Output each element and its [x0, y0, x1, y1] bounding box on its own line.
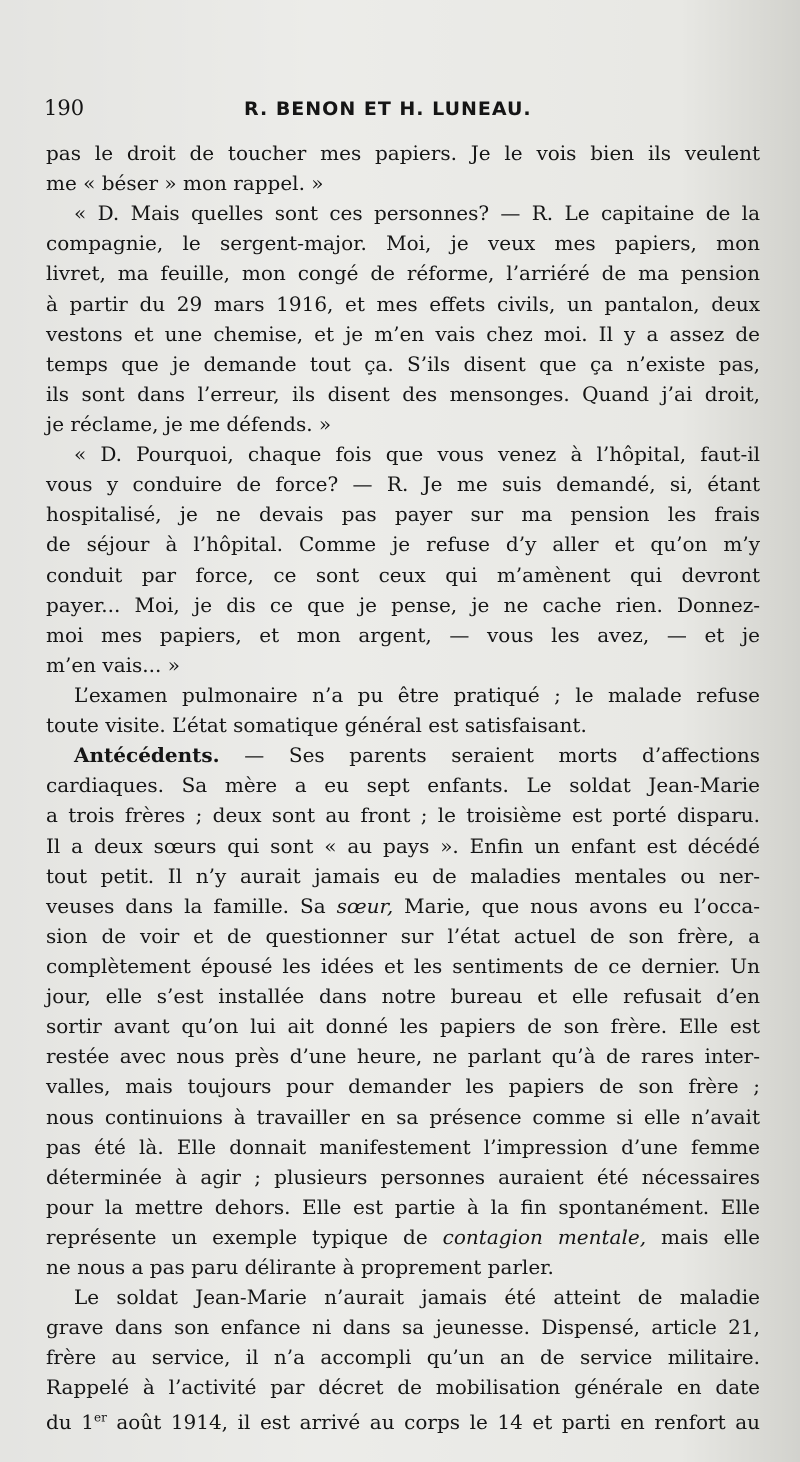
- line-text: restée avec nous près d’une heure, ne parlant qu’à de rares inter-: [46, 1044, 760, 1069]
- line-text: à partir du 29 mars 1916, et mes effets civils, un pantalon, deux: [46, 291, 760, 316]
- line-text: frère au service, il n’a accompli qu’un an de service militaire.: [46, 1345, 760, 1370]
- text-line: [46, 921, 760, 951]
- text-line: [46, 1071, 760, 1101]
- line-text: je réclame, je me défends. »: [46, 411, 332, 436]
- line-text: a trois frères ; deux sont au front ; le troisième est porté disparu.: [46, 803, 760, 828]
- text-line: [46, 590, 760, 620]
- line-text: sion de voir et de questionner sur l’état actuel de son frère, a: [46, 923, 760, 948]
- line-text: ils sont dans l’erreur, ils disent des mensonges. Quand j’ai droit,: [46, 381, 760, 406]
- text-line: [46, 1192, 760, 1222]
- text-line: [46, 800, 760, 830]
- line-text: pas le droit de toucher mes papiers. Je le vois bien ils veulent: [46, 141, 760, 165]
- running-title: R. BENON ET H. LUNEAU.: [244, 98, 532, 120]
- text-line: [46, 710, 760, 740]
- text-line: [46, 951, 760, 981]
- line-text: de séjour à l’hôpital. Comme je refuse d’y aller et qu’on m’y: [46, 532, 760, 557]
- text-line: [46, 409, 760, 439]
- text-line: [46, 1041, 760, 1071]
- text-line: [46, 1342, 760, 1372]
- line-text: L’examen pulmonaire n’a pu être pratiqué ; le malade refuse: [74, 682, 760, 707]
- text-line: [46, 289, 760, 319]
- text-line: [46, 831, 760, 861]
- line-text: pas été là. Elle donnait manifestement l’impression d’une femme: [46, 1134, 760, 1159]
- text-line: [46, 1222, 760, 1252]
- text-line: [46, 740, 760, 770]
- line-text: m’en vais... »: [46, 652, 180, 677]
- line-bold-text: Antécédents.: [74, 743, 220, 768]
- text-line: [46, 560, 760, 590]
- line-text: jour, elle s’est installée dans notre bureau et elle refusait d’en: [46, 984, 760, 1009]
- text-line: [46, 770, 760, 800]
- line-text: valles, mais toujours pour demander les papiers de son frère ;: [46, 1074, 760, 1099]
- text-line: [46, 439, 760, 469]
- line-text: pour la mettre dehors. Elle est partie à la fin spontanément. Elle: [46, 1194, 760, 1219]
- text-line: [46, 1282, 760, 1312]
- line-text: vous y conduire de force? — R. Je me suis demandé, si, étant: [46, 472, 760, 497]
- page-number: 190: [44, 96, 85, 120]
- text-line: [46, 499, 760, 529]
- line-ital-text: sœur,: [336, 893, 394, 918]
- line-text: moi mes papiers, et mon argent, — vous les avez, — et je: [46, 622, 760, 647]
- line-text: hospitalisé, je ne devais pas payer sur ma pension les frais: [46, 502, 760, 527]
- text-line: [46, 258, 760, 288]
- text-line: [46, 319, 760, 349]
- line-text: compagnie, le sergent-major. Moi, je veux mes papiers, mon: [46, 231, 760, 256]
- text-line: [46, 168, 760, 198]
- line-text: temps que je demande tout ça. S’ils disent que ça n’existe pas,: [46, 351, 760, 376]
- text-line: [46, 529, 760, 559]
- line-ital-text: contagion mentale,: [442, 1224, 647, 1249]
- line-text: déterminée à agir ; plusieurs personnes auraient été nécessaires: [46, 1164, 760, 1189]
- line-text: cardiaques. Sa mère a eu sept enfants. Le soldat Jean-Marie: [46, 773, 760, 798]
- text-line: [46, 1372, 760, 1402]
- line-text: livret, ma feuille, mon congé de réforme, l’arriéré de ma pension: [46, 261, 760, 286]
- line-text: tout petit. Il n’y aurait jamais eu de maladies mentales ou ner-: [46, 863, 760, 888]
- text-line: [46, 1312, 760, 1342]
- page-header: [44, 96, 754, 130]
- text-line: [46, 1011, 760, 1041]
- line-text: « D. Pourquoi, chaque fois que vous venez à l’hôpital, faut-il: [74, 442, 760, 467]
- text-line: [46, 1162, 760, 1192]
- line-text: du 1er août 1914, il est arrivé au corps le 14 et parti en renfort au: [46, 1410, 760, 1435]
- line-text: nous continuions à travailler en sa présence comme si elle n’avait: [46, 1104, 760, 1129]
- text-line: [46, 1102, 760, 1132]
- line-text: Marie, que nous avons eu l’occa-: [393, 893, 760, 918]
- line-text: « D. Mais quelles sont ces personnes? — R. Le capitaine de la: [74, 201, 760, 226]
- line-text: ne nous a pas paru délirante à proprement parler.: [46, 1255, 554, 1280]
- text-line: [46, 981, 760, 1011]
- body-text: [46, 138, 760, 1433]
- text-line: [46, 1132, 760, 1162]
- line-pre-text: représente un exemple typique de: [46, 1224, 443, 1249]
- line-text: Le soldat Jean-Marie n’aurait jamais été atteint de maladie: [74, 1285, 760, 1310]
- text-line: [46, 1252, 760, 1282]
- line-text: mais elle: [646, 1224, 760, 1249]
- text-line: [46, 228, 760, 258]
- line-text: toute visite. L’état somatique général est satisfaisant.: [46, 713, 587, 738]
- line-text: — Ses parents seraient morts d’affections: [219, 743, 760, 768]
- text-line: [46, 650, 760, 680]
- line-text: Il a deux sœurs qui sont « au pays ». Enfin un enfant est décédé: [46, 833, 760, 858]
- text-line: [46, 1403, 760, 1433]
- text-line: [46, 379, 760, 409]
- text-line: [46, 620, 760, 650]
- text-line: [46, 861, 760, 891]
- line-pre-text: veuses dans la famille. Sa: [46, 893, 337, 918]
- text-line: [46, 138, 760, 168]
- text-line: [46, 680, 760, 710]
- line-text: sortir avant qu’on lui ait donné les papiers de son frère. Elle est: [46, 1014, 760, 1039]
- line-text: payer... Moi, je dis ce que je pense, je ne cache rien. Donnez-: [46, 592, 760, 617]
- line-text: conduit par force, ce sont ceux qui m’amènent qui devront: [46, 562, 760, 587]
- line-text: complètement épousé les idées et les sentiments de ce dernier. Un: [46, 953, 760, 978]
- text-line: [46, 198, 760, 228]
- line-text: Rappelé à l’activité par décret de mobilisation générale en date: [46, 1375, 760, 1400]
- line-text: grave dans son enfance ni dans sa jeunesse. Dispensé, article 21,: [46, 1315, 760, 1340]
- text-line: [46, 469, 760, 499]
- text-line: [46, 891, 760, 921]
- text-line: [46, 349, 760, 379]
- line-text: me « béser » mon rappel. »: [46, 171, 324, 196]
- line-text: vestons et une chemise, et je m’en vais chez moi. Il y a assez de: [46, 321, 760, 346]
